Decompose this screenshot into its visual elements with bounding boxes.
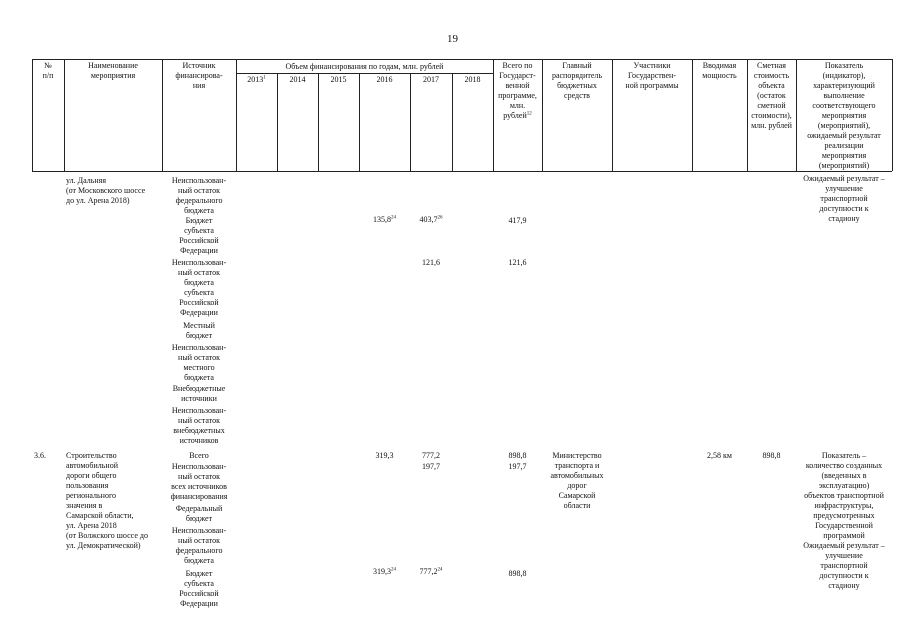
block1-source-5: Неиспользован- ный остаток местного бюджета (171, 343, 227, 382)
header-year-2015: 2015 (330, 75, 347, 84)
page-number: 19 (447, 33, 458, 45)
block1-source-1: Неиспользован- ный остаток федерального бюджета (171, 176, 227, 215)
block2-source-1-2017: 777,2 (422, 451, 440, 460)
header-year-2013: 2013$^1$ (247, 75, 266, 84)
block2-source-2: Неиспользован- ный остаток всех источников финансирования (170, 462, 228, 501)
block2-manager: Министерство транспорта и автомобильных дорог Самарской области (550, 451, 604, 510)
block2-source-3: Федеральный бюджет (175, 504, 223, 523)
block2-source-1-total: 898,8 (508, 451, 527, 460)
block2-num: 3.6. (34, 451, 46, 460)
header-year-2017: 2017 (423, 75, 439, 84)
block2-source-5-total: 898,8 (508, 569, 527, 578)
header-year-2018: 2018 (464, 75, 481, 84)
block1-source-7: Неиспользован- ный остаток внебюджетных источников (171, 406, 227, 445)
block2-indicator: Показатель – количество созданных (введенных в эксплуатацию) объектов транспортной инфраструктуры, предусмотренных Государственной программой Ожидаемый результат – улучшение транспортной доступности к стадиону (803, 451, 885, 590)
header-indicator: Показатель (индикатор), характеризующий выполнение соответствующего мероприятия (мероприятий), ожидаемый результат реализации мероприятия (мероприятий) (807, 61, 881, 170)
block1-source-2-2017: 403,7$^{26}$ (419, 215, 443, 224)
block2-source-5-2017: 777,2$^{24}$ (419, 567, 443, 576)
block2-source-2-2017: 197,7 (422, 462, 440, 471)
block1-source-3-total: 121,6 (508, 258, 527, 267)
block2-source-1-2016: 319,3 (375, 451, 394, 460)
header-year-2014: 2014 (289, 75, 306, 84)
block1-source-2: Бюджет субъекта Российской Федерации (179, 216, 219, 255)
block1-source-4: Местный бюджет (183, 321, 215, 340)
block1-name: ул. Дальняя (от Московского шоссе до ул. Арена 2018) (66, 176, 146, 205)
block2-cost: 898,8 (762, 451, 781, 460)
header-cost: Сметная стоимость объекта (остаток сметной стоимости), млн. рублей (751, 61, 792, 130)
header-num: № п/п (42, 61, 54, 80)
block2-capacity: 2,58 км (707, 451, 732, 460)
block2-source-1: Всего (189, 451, 209, 460)
block2-source-2-total: 197,7 (508, 462, 527, 471)
header-name: Наименование мероприятия (88, 61, 138, 80)
block1-indicator: Ожидаемый результат – улучшение транспортной доступности к стадиону (803, 174, 885, 223)
block2-source-4: Неиспользован- ный остаток федерального бюджета (171, 526, 227, 565)
block2-source-5: Бюджет субъекта Российской Федерации (179, 569, 219, 608)
header-source: Источник финансирова- ния (175, 61, 223, 90)
block1-source-3-2017: 121,6 (422, 258, 440, 267)
header-total: Всего по Государст- венной программе, млн. рублей$^{12}$ (498, 61, 537, 120)
header-funding: Объем финансирования по годам, млн. рублей (285, 62, 444, 71)
header-capacity: Вводимая мощность (702, 61, 737, 80)
header-participants: Участники Государствен- ной программы (625, 61, 679, 90)
block1-source-2-total: 417,9 (508, 216, 527, 225)
block1-source-3: Неиспользован- ный остаток бюджета субъекта Российской Федерации (171, 258, 227, 317)
block2-name: Строительство автомобильной дороги общего пользования регионального значения в Самарской области, ул. Арена 2018 (от Волжского шоссе до ул. Демократической) (66, 451, 148, 550)
block2-source-5-2016: 319,3$^{24}$ (373, 567, 396, 576)
header-main-manager: Главный распорядитель бюджетных средств (551, 61, 603, 100)
block1-source-2-2016: 135,8$^{24}$ (373, 215, 396, 224)
block1-source-6: Внебюджетные источники (172, 384, 226, 403)
header-year-2016: 2016 (376, 75, 393, 84)
